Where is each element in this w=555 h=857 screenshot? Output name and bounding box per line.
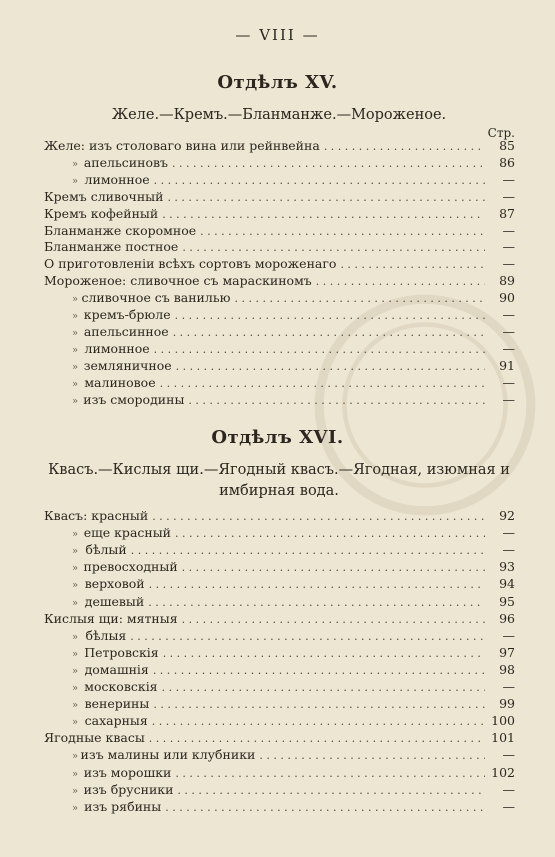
entry-title: сливочное съ ванилью — [81, 290, 231, 306]
leader-dots — [149, 732, 485, 745]
entry-title: О приготовленіи всѣхъ сортовъ мороженаго — [44, 256, 337, 272]
ditto-mark: » — [72, 683, 79, 694]
entry-page: 99 — [499, 696, 515, 712]
toc-entry — [44, 206, 515, 224]
entry-title: венерины — [84, 696, 150, 712]
entry-page: 94 — [499, 576, 515, 592]
leader-dots — [152, 510, 485, 523]
section-15-subtitle: Желе.—Кремъ.—Бланманже.—Мороженое. — [111, 107, 447, 123]
leader-dots — [162, 681, 485, 694]
entry-page: — — [502, 679, 515, 694]
entry-title: Кислыя щи: мятныя — [44, 610, 178, 626]
leader-dots — [340, 258, 485, 271]
entry-page: — — [502, 391, 515, 407]
entry-page: — — [502, 307, 515, 322]
ditto-mark: » — [72, 158, 79, 170]
entry-title: изъ рябины — [84, 798, 162, 814]
toc-entry — [72, 358, 515, 376]
leader-dots — [316, 275, 485, 288]
ditto-mark: » — [72, 802, 79, 814]
entry-title: домашнія — [84, 661, 149, 677]
leader-dots — [259, 749, 485, 762]
toc-entry — [44, 189, 515, 207]
entry-title: московскія — [84, 679, 158, 694]
entry-page: — — [502, 188, 515, 204]
entry-title: дешевый — [84, 593, 145, 609]
entry-title: Бланманже скоромное — [44, 222, 197, 238]
ditto-mark: » — [72, 344, 79, 356]
leader-dots — [163, 647, 485, 660]
leader-dots — [162, 208, 485, 221]
entry-page: 89 — [499, 273, 515, 289]
toc-entry — [72, 679, 515, 697]
entry-page: 101 — [491, 730, 515, 746]
leader-dots — [173, 326, 485, 339]
toc-entry — [44, 223, 515, 241]
leader-dots — [188, 394, 485, 407]
toc-entry — [72, 307, 515, 325]
entry-title: бѣлый — [85, 542, 127, 558]
leader-dots — [130, 630, 485, 643]
entry-title: Мороженое: сливочное съ мараскиномъ — [44, 273, 312, 289]
entry-title: верховой — [84, 576, 145, 592]
entry-title: Бланманже постное — [44, 239, 179, 255]
entry-title: превосходный — [83, 559, 178, 575]
leader-dots — [153, 698, 485, 711]
leader-dots — [175, 309, 485, 322]
entry-title: Квасъ: красный — [44, 508, 149, 523]
ditto-mark: » — [72, 768, 79, 780]
toc-entry — [72, 696, 515, 714]
toc-entry — [44, 508, 515, 526]
ditto-mark: » — [72, 546, 79, 558]
entry-title: Петровскія — [84, 644, 159, 660]
ditto-mark: » — [72, 294, 79, 306]
toc-entry — [72, 747, 515, 765]
entry-page: 87 — [499, 205, 515, 221]
leader-dots — [176, 360, 485, 373]
entry-title: Ягодные квасы — [44, 730, 145, 746]
toc-entry — [72, 375, 515, 393]
ditto-mark: » — [72, 700, 79, 712]
leader-dots — [154, 343, 485, 356]
ditto-mark: » — [72, 361, 79, 373]
toc-entry — [72, 172, 515, 190]
leader-dots — [324, 140, 485, 153]
ditto-mark: » — [72, 327, 79, 339]
leader-dots — [182, 561, 485, 574]
toc-entry — [44, 611, 515, 629]
section-16-title: Отдѣлъ XVI. — [211, 427, 344, 448]
toc-entry — [72, 155, 515, 173]
leader-dots — [172, 157, 485, 170]
entry-title: земляничное — [83, 357, 172, 373]
entry-page: 96 — [499, 610, 515, 626]
leader-dots — [131, 544, 485, 557]
leader-dots — [167, 191, 485, 204]
entry-page: — — [502, 323, 515, 339]
leader-dots — [235, 292, 485, 305]
toc-entry — [44, 730, 515, 748]
toc-entry — [44, 239, 515, 257]
ditto-mark: » — [72, 378, 79, 390]
entry-title: бѣлыя — [85, 627, 127, 643]
entry-page: — — [502, 747, 515, 763]
entry-title: малиновое — [84, 374, 156, 390]
entry-page: — — [502, 171, 515, 187]
leader-dots — [160, 377, 485, 390]
leader-dots — [152, 715, 485, 728]
entry-page: 91 — [499, 357, 515, 373]
entry-title: изъ малины или клубники — [80, 747, 256, 763]
entry-title: лимонное — [84, 171, 150, 187]
ditto-mark: » — [72, 631, 79, 643]
ditto-mark: » — [72, 648, 79, 660]
section-15-title: Отдѣлъ XV. — [217, 72, 338, 93]
entry-title: Желе: изъ столоваго вина или рейнвейна — [44, 138, 320, 153]
toc-entry — [44, 273, 515, 291]
toc-entry — [72, 559, 515, 577]
entry-page: — — [502, 627, 515, 643]
toc-entry — [72, 713, 515, 731]
toc-entry — [44, 256, 515, 274]
entry-page: 86 — [499, 154, 515, 170]
entry-page: — — [502, 781, 515, 797]
entry-page: 100 — [491, 713, 515, 729]
toc-entry — [72, 765, 515, 783]
entry-page: 97 — [499, 644, 515, 660]
ditto-mark: » — [72, 529, 79, 541]
entry-title: сахарныя — [84, 713, 148, 729]
entry-page: 98 — [499, 661, 515, 677]
entry-page: — — [502, 222, 515, 238]
ditto-mark: » — [72, 717, 79, 729]
leader-dots — [177, 784, 485, 797]
ditto-mark: » — [72, 785, 79, 797]
entry-title: изъ брусники — [83, 781, 174, 797]
toc-entry — [72, 392, 515, 410]
entry-page: 93 — [499, 559, 515, 575]
leader-dots — [182, 241, 485, 254]
ditto-mark: » — [72, 395, 79, 407]
toc-entry — [72, 542, 515, 560]
entry-page: 95 — [499, 593, 515, 609]
leader-dots — [165, 801, 485, 814]
entry-page: — — [502, 374, 515, 390]
entry-title: Кремъ кофейный — [44, 205, 159, 221]
entry-page: — — [502, 340, 515, 356]
entry-title: еще красный — [83, 525, 172, 541]
entry-title: изъ морошки — [83, 764, 172, 780]
section-16-subtitle: Квасъ.—Кислыя щи.—Ягодный квасъ.—Ягодная, изюмная и имбирная вода. — [48, 462, 510, 499]
entry-page: 92 — [499, 508, 515, 523]
ditto-mark: » — [72, 311, 79, 322]
entry-title: изъ смородины — [83, 391, 185, 407]
toc-entry — [72, 782, 515, 800]
leader-dots — [149, 578, 485, 591]
entry-title: апельсиновъ — [83, 154, 168, 170]
entry-page: — — [502, 239, 515, 255]
leader-dots — [182, 613, 485, 626]
toc-entry — [72, 645, 515, 663]
ditto-mark: » — [72, 175, 79, 187]
leader-dots — [154, 174, 485, 187]
entry-page: 102 — [491, 764, 515, 780]
entry-title: апельсинное — [83, 323, 169, 339]
entry-title: Кремъ сливочный — [44, 188, 164, 204]
ditto-mark: » — [72, 665, 79, 677]
page-column-header: Стр. — [487, 126, 515, 140]
leader-dots — [175, 767, 485, 780]
toc-entry — [44, 138, 515, 156]
toc-entry — [72, 662, 515, 680]
ditto-mark: » — [72, 751, 79, 763]
ditto-mark: » — [72, 580, 79, 592]
toc-entry — [72, 525, 515, 543]
leader-dots — [175, 527, 485, 540]
entry-title: лимонное — [84, 340, 150, 356]
page-number: — VIII — — [235, 26, 320, 44]
entry-page: 90 — [499, 290, 515, 306]
leader-dots — [153, 664, 485, 677]
entry-page: — — [502, 256, 515, 272]
toc-entry — [72, 799, 515, 817]
toc-entry — [72, 628, 515, 646]
toc-entry — [72, 594, 515, 612]
toc-entry — [72, 290, 515, 308]
leader-dots — [148, 596, 485, 609]
toc-entry — [72, 324, 515, 342]
entry-page: — — [502, 525, 515, 541]
entry-title: кремъ-брюле — [83, 307, 171, 322]
ditto-mark: » — [72, 563, 79, 575]
entry-page: — — [502, 542, 515, 558]
toc-entry — [72, 341, 515, 359]
entry-page: — — [502, 798, 515, 814]
entry-page: 85 — [499, 138, 515, 153]
leader-dots — [200, 225, 485, 238]
toc-entry — [72, 576, 515, 594]
ditto-mark: » — [72, 597, 79, 609]
